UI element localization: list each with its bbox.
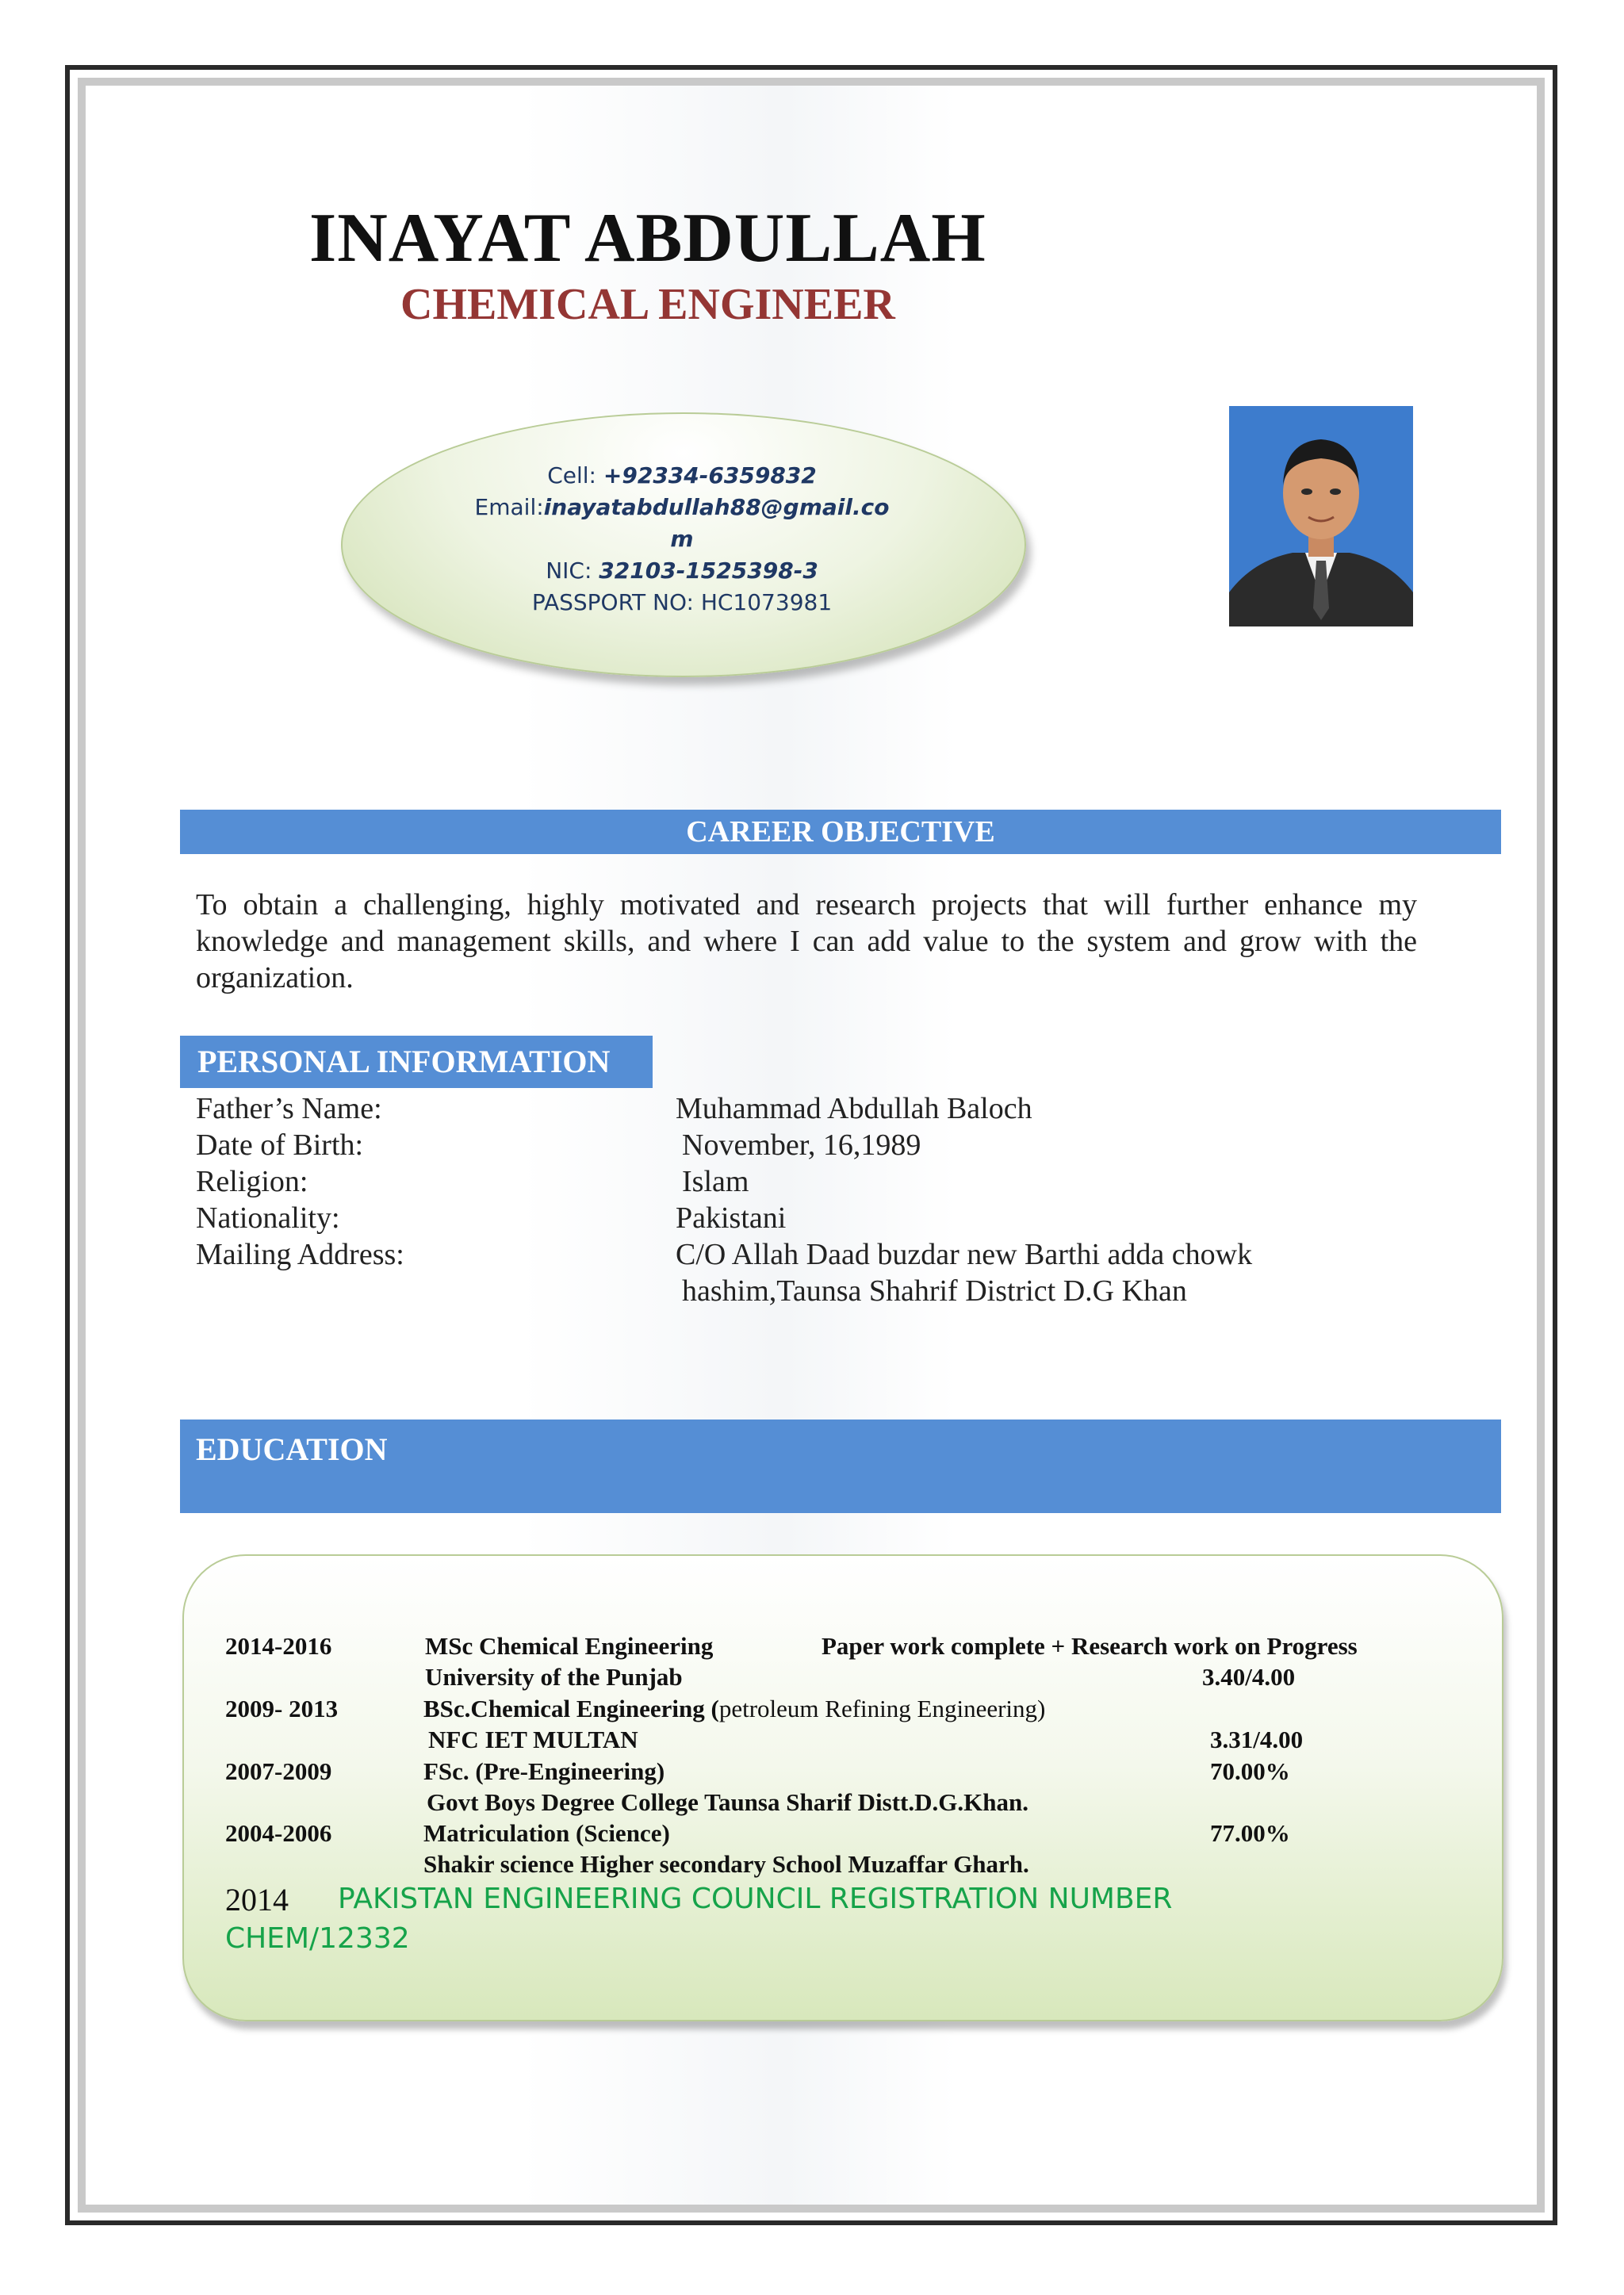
pec-year: 2014 bbox=[225, 1882, 289, 1918]
edu-degree-line-2 bbox=[423, 1695, 1045, 1723]
email-value[interactable]: inayatabdullah88@gmail.co bbox=[543, 494, 890, 520]
candidate-name: INAYAT ABDULLAH bbox=[309, 200, 986, 277]
edu-note-1: Paper work complete + Research work on Progress bbox=[822, 1632, 1358, 1660]
education-heading: EDUCATION bbox=[180, 1420, 1501, 1513]
personal-information-heading: PERSONAL INFORMATION bbox=[180, 1036, 653, 1088]
edu-institute-2: NFC IET MULTAN bbox=[428, 1726, 638, 1753]
email-line-wrap bbox=[444, 523, 920, 555]
nationality-label: Nationality: bbox=[196, 1201, 340, 1235]
edu-score-4: 77.00% bbox=[1210, 1819, 1290, 1847]
father-name-label: Father’s Name: bbox=[196, 1092, 382, 1125]
pec-text: PAKISTAN ENGINEERING COUNCIL REGISTRATION NUMBER bbox=[338, 1883, 1173, 1915]
edu-years-1: 2014-2016 bbox=[225, 1632, 332, 1660]
nic-value: 32103-1525398-3 bbox=[599, 557, 818, 584]
edu-years-3: 2007-2009 bbox=[225, 1757, 332, 1785]
edu-degree-4: Matriculation (Science) bbox=[423, 1819, 670, 1847]
edu-degree-1: MSc Chemical Engineering bbox=[425, 1632, 714, 1660]
career-objective-text: To obtain a challenging, highly motivated and research projects that will further enhance my knowledge and management skills, and where I can add value to the system and grow with the organization. bbox=[196, 888, 1417, 994]
edu-degree-3: FSc. (Pre-Engineering) bbox=[423, 1757, 665, 1785]
religion-label: Religion: bbox=[196, 1165, 308, 1198]
nic-line bbox=[444, 555, 920, 587]
passport-line: PASSPORT NO: HC1073981 bbox=[531, 589, 833, 615]
cell-line bbox=[444, 460, 920, 492]
candidate-title: CHEMICAL ENGINEER bbox=[400, 280, 895, 329]
edu-score-3: 70.00% bbox=[1210, 1757, 1290, 1785]
mailing-address-value-line2: hashim,Taunsa Shahrif District D.G Khan bbox=[682, 1274, 1187, 1308]
edu-institute-1: University of the Punjab bbox=[425, 1663, 683, 1691]
cell-label: Cell: bbox=[547, 462, 603, 489]
person-silhouette-icon bbox=[1229, 406, 1413, 626]
email-line bbox=[444, 492, 920, 523]
religion-value: Islam bbox=[682, 1165, 749, 1198]
edu-degree-2: BSc.Chemical Engineering ( bbox=[423, 1695, 719, 1722]
cell-value[interactable]: +92334-6359832 bbox=[603, 462, 817, 489]
edu-years-4: 2004-2006 bbox=[225, 1819, 332, 1847]
nationality-value: Pakistani bbox=[676, 1201, 787, 1235]
edu-score-2: 3.31/4.00 bbox=[1210, 1726, 1304, 1753]
edu-score-1: 3.40/4.00 bbox=[1202, 1663, 1296, 1691]
dob-label: Date of Birth: bbox=[196, 1128, 364, 1162]
career-objective-heading: CAREER OBJECTIVE bbox=[180, 810, 1501, 854]
father-name-value: Muhammad Abdullah Baloch bbox=[676, 1092, 1032, 1125]
edu-institute-4: Shakir science Higher secondary School Muzaffar Gharh. bbox=[423, 1850, 1029, 1878]
pec-registration-number: CHEM/12332 bbox=[225, 1922, 410, 1955]
email-label: Email: bbox=[474, 494, 544, 520]
nic-label: NIC: bbox=[546, 557, 599, 584]
mailing-address-label: Mailing Address: bbox=[196, 1238, 404, 1271]
mailing-address-value: C/O Allah Daad buzdar new Barthi adda chowk bbox=[676, 1238, 1253, 1271]
profile-photo bbox=[1229, 406, 1413, 626]
contact-block bbox=[444, 460, 920, 619]
edu-years-2: 2009- 2013 bbox=[225, 1695, 339, 1722]
dob-value: November, 16,1989 bbox=[682, 1128, 921, 1162]
edu-degree-extra-2: petroleum Refining Engineering) bbox=[718, 1695, 1046, 1722]
edu-institute-3: Govt Boys Degree College Taunsa Sharif Distt.D.G.Khan. bbox=[427, 1788, 1028, 1816]
email-value-wrap[interactable]: m bbox=[670, 526, 694, 552]
